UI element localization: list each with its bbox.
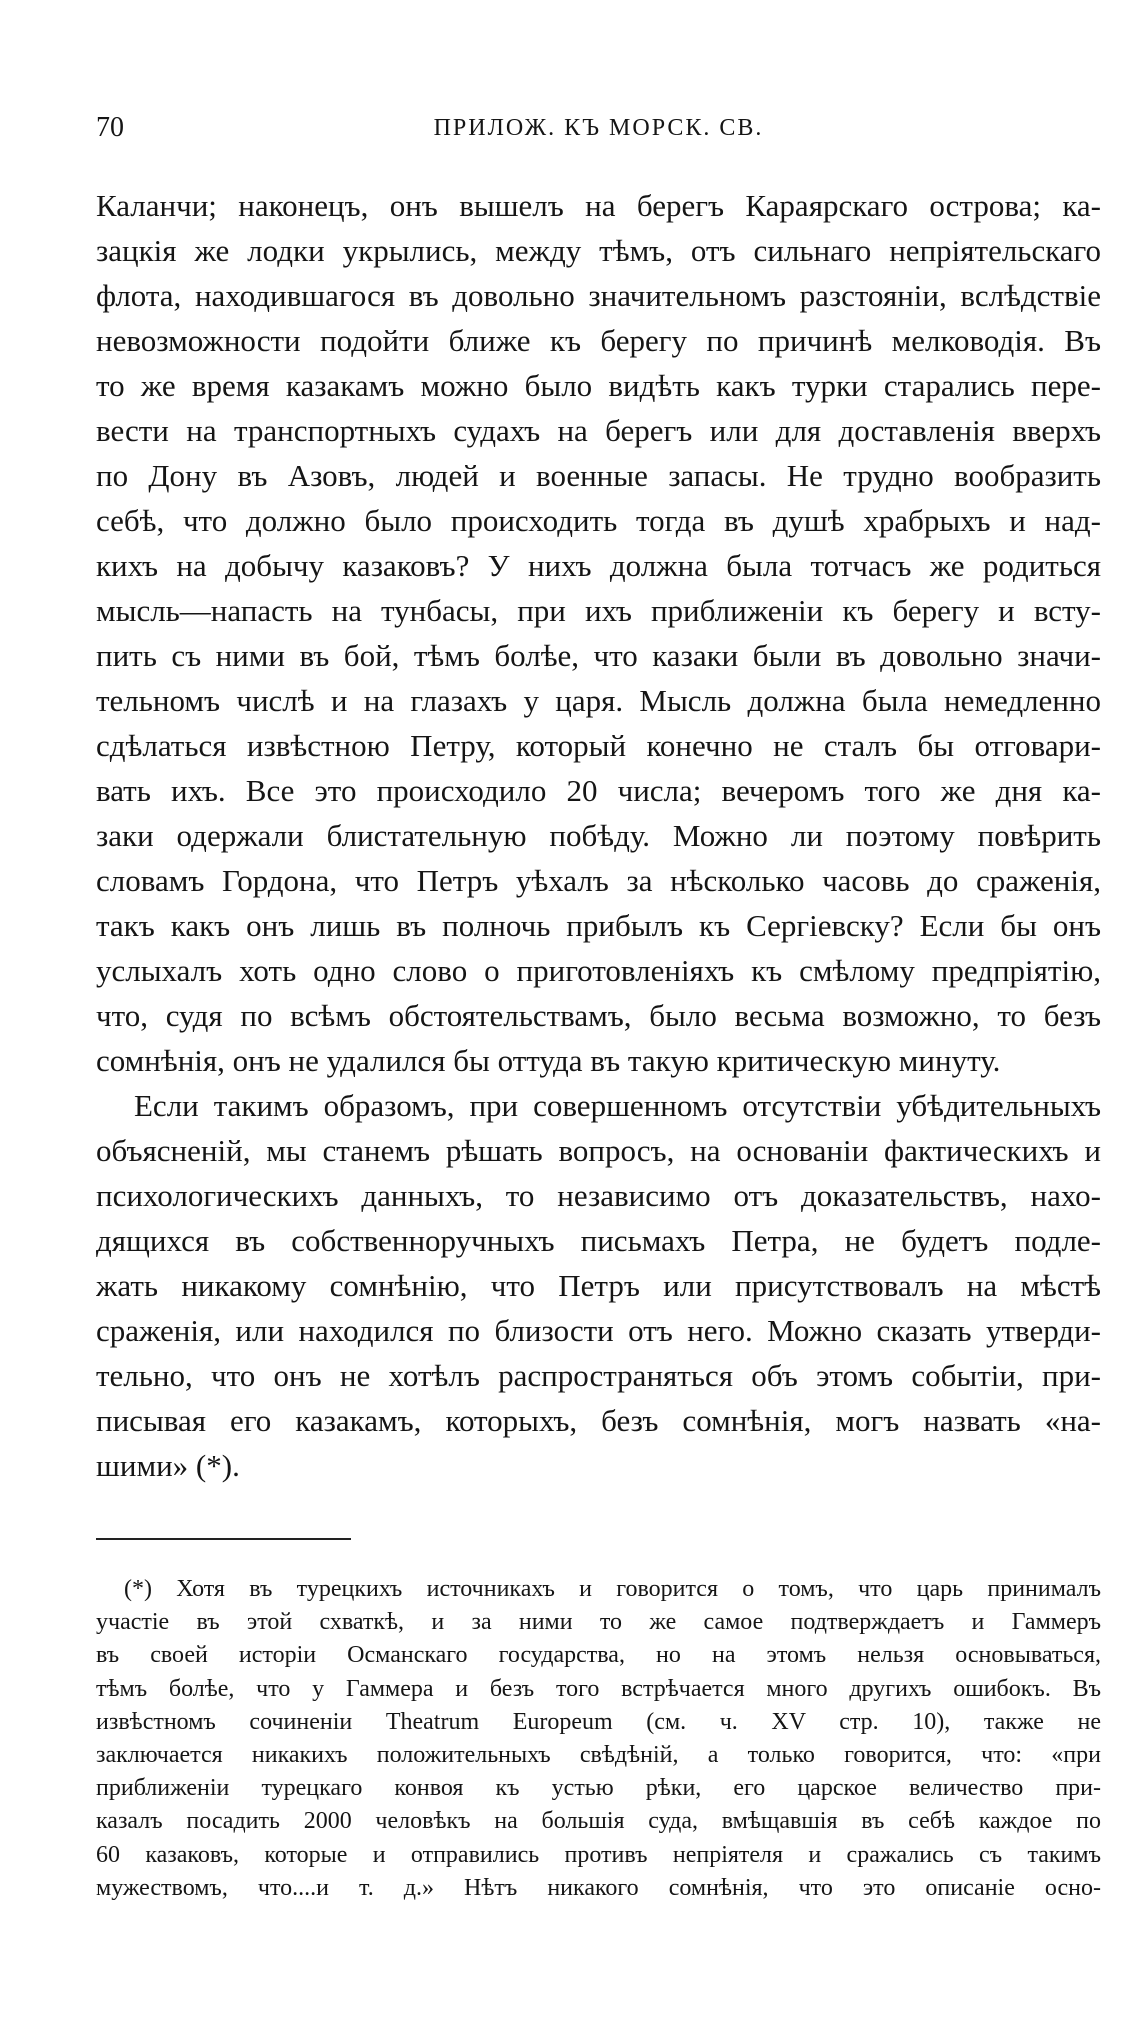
text-line: писывая его казакамъ, которыхъ, безъ сомнѣнія, могъ назвать «на- <box>96 1403 1101 1438</box>
footnote-line: въ своей исторіи Османскаго государства, но на этомъ нельзя основываться, <box>96 1642 1101 1669</box>
text-line: Если такимъ образомъ, при совершенномъ отсутствіи убѣдительныхъ <box>134 1088 1101 1123</box>
footnote-line: извѣстномъ сочиненіи Theatrum Europeum (см. ч. XV стр. 10), также не <box>96 1708 1101 1735</box>
text-line: сраженія, или находился по близости отъ него. Можно сказать утверди- <box>96 1313 1101 1348</box>
text-line: пить съ ними въ бой, тѣмъ болѣе, что казаки были въ довольно значи- <box>96 638 1101 673</box>
footnote-line: (*) Хотя въ турецкихъ источникахъ и говорится о томъ, что царь принималъ <box>124 1576 1101 1602</box>
footnote-line: тѣмъ болѣе, что у Гаммера и безъ того встрѣчается много другихъ ошибокъ. Въ <box>96 1675 1101 1702</box>
text-line: тельно, что онъ не хотѣлъ распространяться объ этомъ событіи, при- <box>96 1358 1101 1393</box>
text-line: невозможности подойти ближе къ берегу по причинѣ мелководія. Въ <box>96 323 1101 358</box>
footnote-line: участіе въ этой схваткѣ, и за ними то же самое подтверждаетъ и Гаммеръ <box>96 1609 1101 1636</box>
text-line: заки одержали блистательную побѣду. Можно ли поэтому повѣрить <box>96 818 1101 853</box>
text-line: по Дону въ Азовъ, людей и военные запасы. Не трудно вообразить <box>96 458 1101 493</box>
text-line: то же время казакамъ можно было видѣть какъ турки старались пере- <box>96 368 1101 403</box>
text-line: объясненій, мы станемъ рѣшать вопросъ, на основаніи фактическихъ и <box>96 1133 1101 1168</box>
text-line: шими» (*). <box>96 1448 240 1483</box>
text-line: кихъ на добычу казаковъ? У нихъ должна была тотчасъ же родиться <box>96 548 1101 583</box>
page-header <box>96 108 1101 148</box>
running-head: ПРИЛОЖ. КЪ МОРСК. СВ. <box>433 115 764 141</box>
text-line: тельномъ числѣ и на глазахъ у царя. Мысль должна была немедленно <box>96 683 1101 718</box>
footnote-line: мужествомъ, что....и т. д.» Нѣтъ никакого сомнѣнія, что это описаніе осно- <box>96 1874 1101 1901</box>
text-line: жать никакому сомнѣнію, что Петръ или присутствовалъ на мѣстѣ <box>96 1268 1101 1303</box>
text-line: что, судя по всѣмъ обстоятельствамъ, было весьма возможно, то безъ <box>96 998 1101 1033</box>
text-line: такъ какъ онъ лишь въ полночь прибылъ къ Сергіевску? Если бы онъ <box>96 908 1101 943</box>
footnote-line: казалъ посадить 2000 человѣкъ на большія суда, вмѣщавшія въ себѣ каждое по <box>96 1808 1101 1835</box>
text-line: сомнѣнія, онъ не удалился бы оттуда въ такую критическую минуту. <box>96 1043 1001 1078</box>
footnote-line: заключается никакихъ положительныхъ свѣдѣній, а только говорится, что: «при <box>96 1741 1101 1768</box>
text-line: Каланчи; наконецъ, онъ вышелъ на берегъ Караярскаго острова; ка- <box>96 188 1101 223</box>
page-number: 70 <box>96 112 124 143</box>
text-line: услыхалъ хоть одно слово о приготовленіяхъ къ смѣлому предпріятію, <box>96 953 1101 988</box>
footnote-divider <box>96 1538 351 1540</box>
text-line: словамъ Гордона, что Петръ уѣхалъ за нѣсколько часовь до сраженія, <box>96 863 1101 898</box>
main-text <box>96 183 1101 1488</box>
text-line: зацкія же лодки укрылись, между тѣмъ, отъ сильнаго непріятельскаго <box>96 233 1101 268</box>
footnote-line: 60 казаковъ, которые и отправились противъ непріятеля и сражались съ такимъ <box>96 1841 1101 1868</box>
footnote-line: приближеніи турецкаго конвоя къ устью рѣки, его царское величество при- <box>96 1775 1101 1802</box>
text-line: сдѣлаться извѣстною Петру, который конечно не сталъ бы отговари- <box>96 728 1101 763</box>
text-line: вести на транспортныхъ судахъ на берегъ или для доставленія вверхъ <box>96 413 1101 448</box>
text-line: психологическихъ данныхъ, то независимо отъ доказательствъ, нахо- <box>96 1178 1101 1213</box>
text-line: себѣ, что должно было происходить тогда въ душѣ храбрыхъ и над- <box>96 503 1101 538</box>
text-line: вать ихъ. Все это происходило 20 числа; вечеромъ того же дня ка- <box>96 773 1101 808</box>
text-line: мысль—напасть на тунбасы, при ихъ приближеніи къ берегу и всту- <box>96 593 1101 628</box>
text-line: дящихся въ собственноручныхъ письмахъ Петра, не будетъ подле- <box>96 1223 1101 1258</box>
text-line: флота, находившагося въ довольно значительномъ разстояніи, вслѣдствіе <box>96 278 1101 313</box>
footnote <box>96 1573 1101 1905</box>
